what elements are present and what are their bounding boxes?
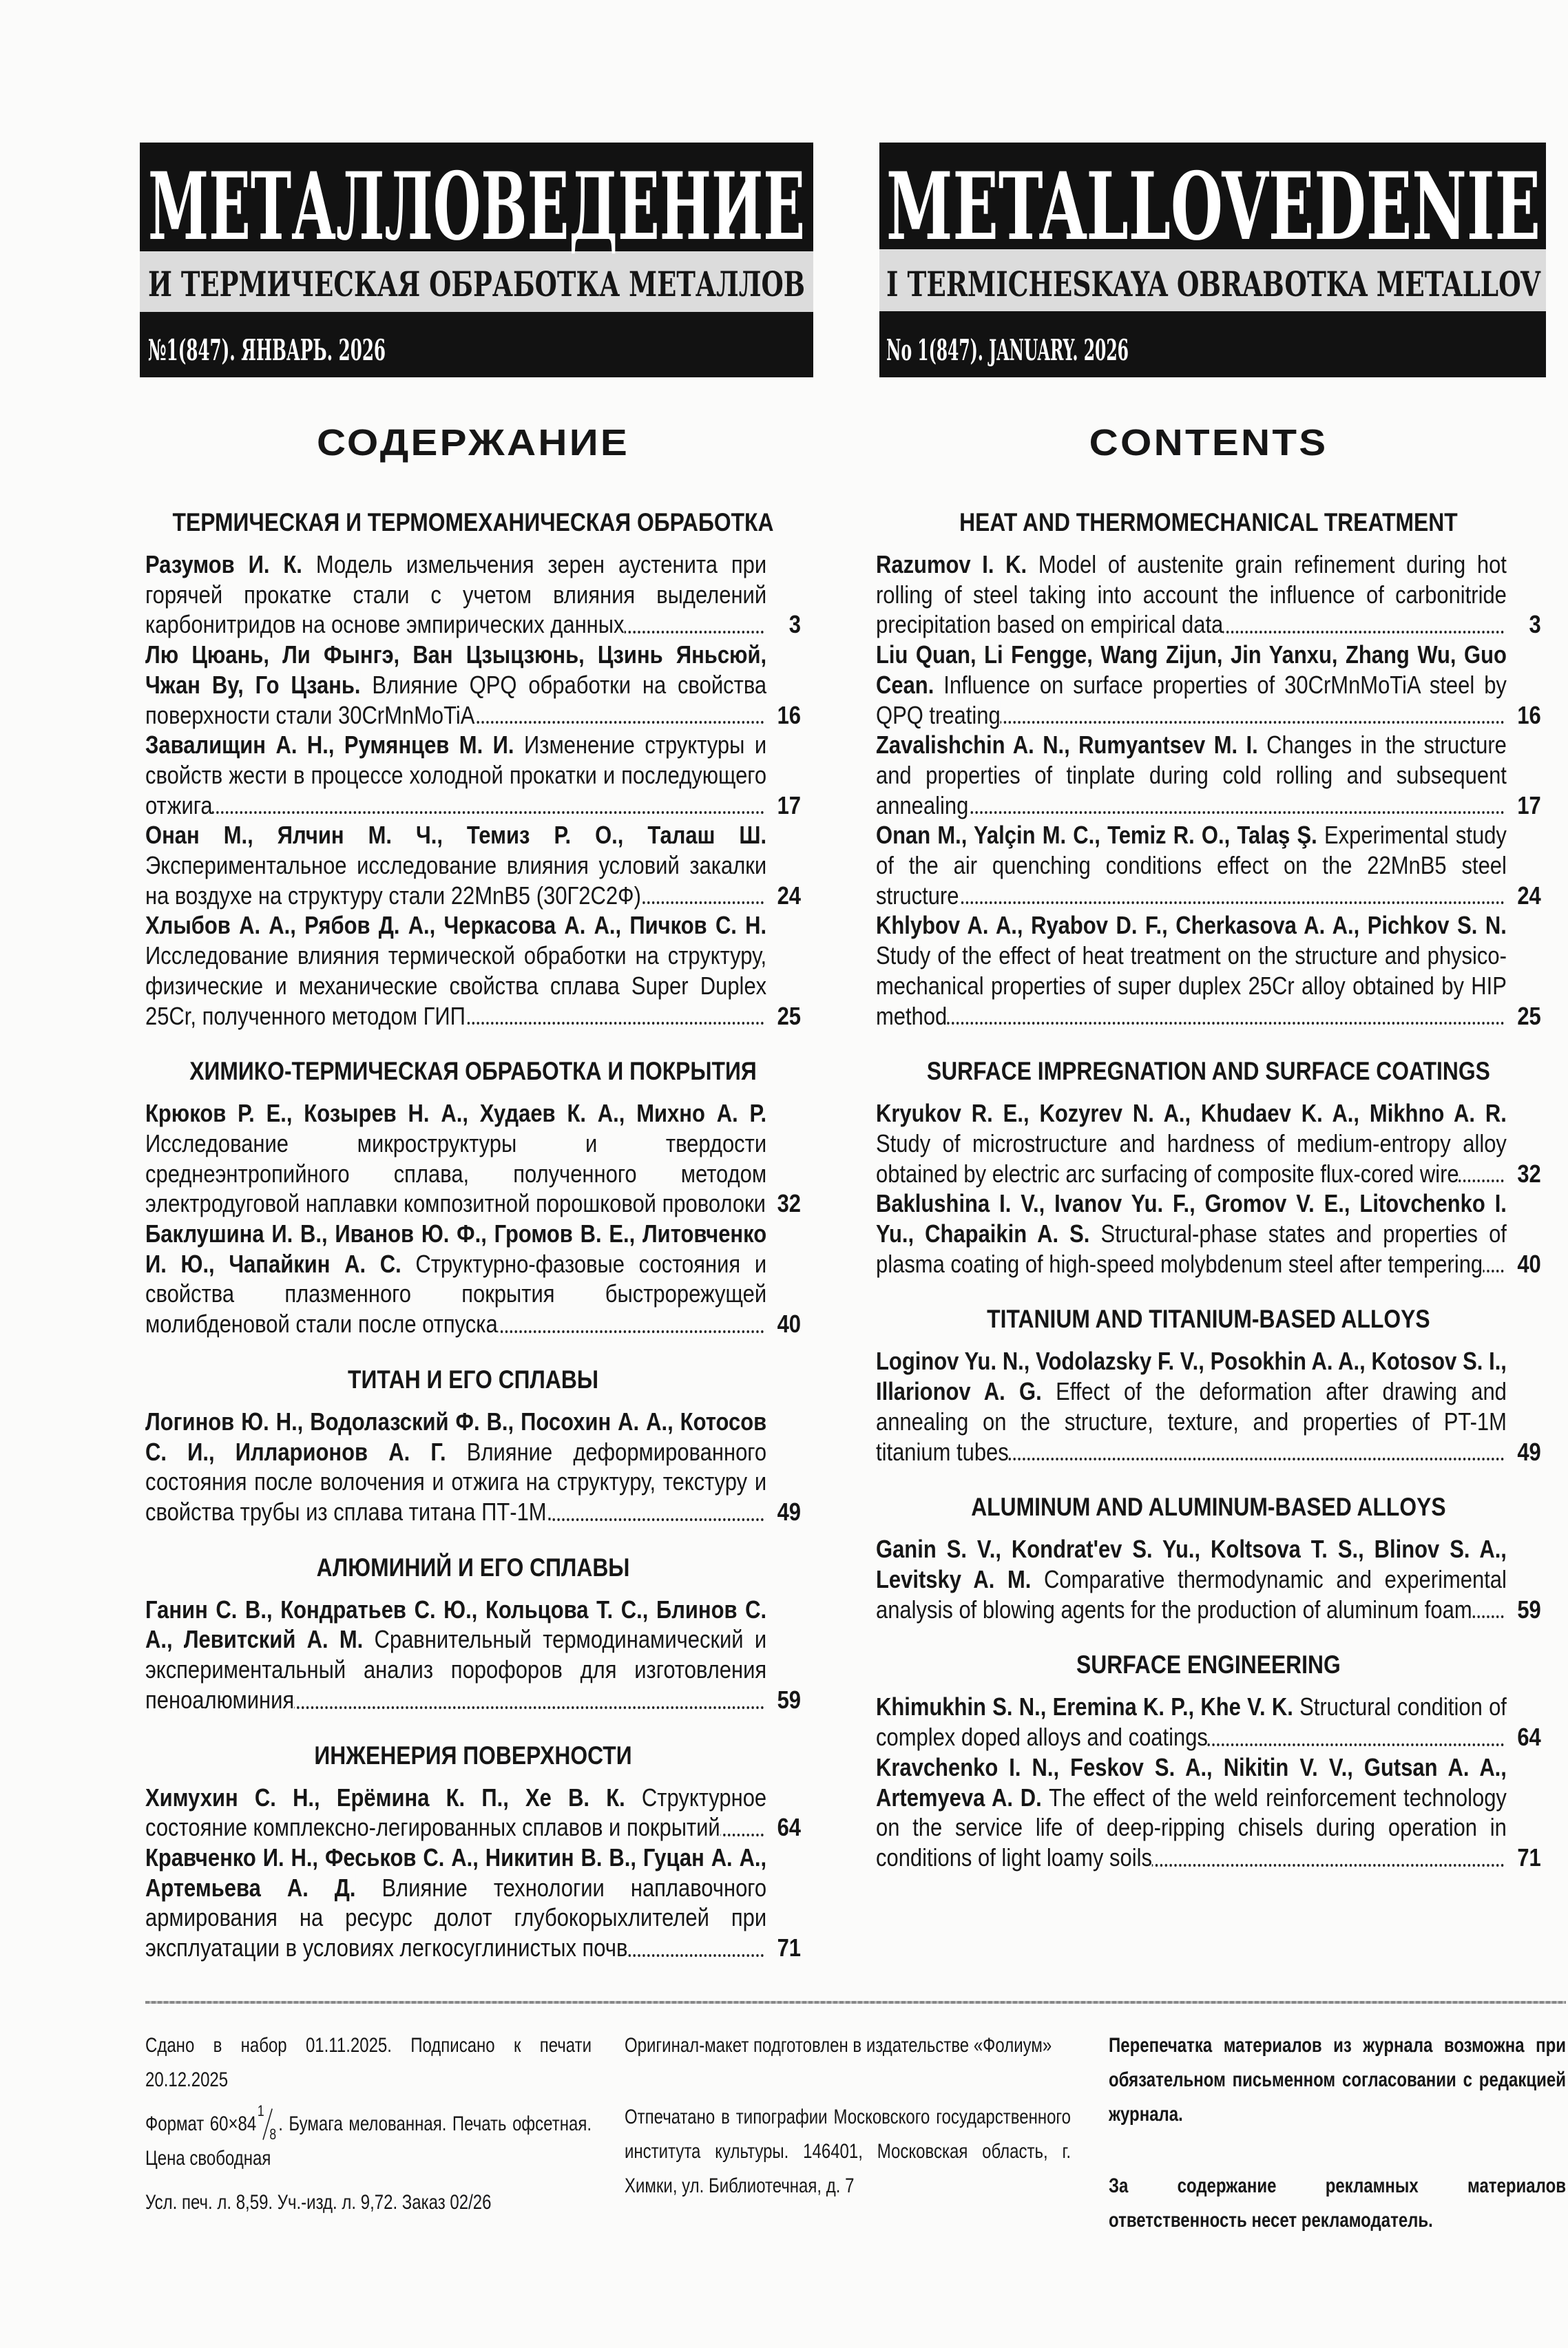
contents-entry[interactable] xyxy=(876,1346,1541,1467)
entry-title: Структурное состояние комплексно-легированных сплавов и покрытий xyxy=(145,1783,767,1842)
section-heading: ХИМИКО-ТЕРМИЧЕСКАЯ ОБРАБОТКА И ПОКРЫТИЯ xyxy=(189,1057,757,1086)
contents-entry[interactable] xyxy=(145,1783,801,1843)
entry-page-number[interactable]: 49 xyxy=(1517,1437,1541,1466)
journal-subtitle-ru: И ТЕРМИЧЕСКАЯ ОБРАБОТКА МЕТАЛЛОВ xyxy=(148,264,805,304)
entry-title: Влияние деформированного состояния после волочения и отжига на структуру, текстуру и свойства трубы из сплава титана ПТ-1М. xyxy=(145,1437,767,1526)
entry-page-number[interactable]: 3 xyxy=(788,610,802,639)
contents-entry[interactable] xyxy=(876,1098,1541,1188)
contents-heading-ru: СОДЕРЖАНИЕ xyxy=(316,422,630,463)
entry-title: Изменение структуры и свойств жести в процессе холодной прокатки и последующего отжига xyxy=(145,731,767,819)
entry-text xyxy=(145,730,766,820)
entry-text xyxy=(145,1783,766,1843)
format-info xyxy=(145,2102,592,2176)
entry-authors: Ганин С. В., Кондратьев С. Ю., Кольцова Т. С., Блинов С. А., Левитский А. М. xyxy=(145,1595,767,1654)
masthead-en-logo xyxy=(879,143,1546,377)
entry-page-number[interactable]: 25 xyxy=(1517,1001,1541,1030)
entry-page-number[interactable]: 64 xyxy=(1517,1723,1541,1752)
footer-notices xyxy=(1109,2029,1566,2247)
contents-entry[interactable] xyxy=(145,1219,801,1339)
contents-entry[interactable] xyxy=(876,820,1541,910)
entry-page-number[interactable]: 25 xyxy=(777,1001,802,1030)
entry-title: Study of the effect of heat treatment on the structure and physico-mechanical properties of super duplex 25Cr alloy obtained by HIP method xyxy=(876,941,1507,1030)
entry-title: The effect of the weld reinforcement technology on the service life of deep-ripping chisels during operation in conditions of light loamy soils xyxy=(876,1783,1507,1872)
section-heading: ТЕРМИЧЕСКАЯ И ТЕРМОМЕХАНИЧЕСКАЯ ОБРАБОТКА xyxy=(172,508,774,536)
submitted-info: Сдано в набор 01.11.2025. Подписано к печати 20.12.2025 xyxy=(145,2034,592,2091)
entry-text xyxy=(876,549,1507,640)
entry-text xyxy=(876,1752,1507,1873)
entry-title: Structural condition of complex doped alloys and coatings xyxy=(876,1692,1507,1752)
entry-title: Влияние QPQ обработки на свойства поверхности стали 30CrMnMoTiA xyxy=(145,670,767,729)
masthead-ru-logo xyxy=(140,143,813,377)
masthead-ru xyxy=(140,143,813,377)
entry-title: Changes in the structure and properties of tinplate during cold rolling and subsequent annealing xyxy=(876,731,1507,819)
entry-page-number[interactable]: 40 xyxy=(777,1310,802,1339)
entry-page-number[interactable]: 64 xyxy=(777,1813,802,1842)
contents-entry[interactable] xyxy=(876,1534,1541,1624)
contents-entry[interactable] xyxy=(145,549,801,640)
entry-page-number[interactable]: 24 xyxy=(1517,881,1541,910)
entry-authors: Kravchenko I. N., Feskov S. A., Nikitin V. V., Gutsan A. A., Artemyeva A. D. xyxy=(876,1752,1507,1812)
contents-entry[interactable] xyxy=(145,910,801,1031)
entry-authors: Loginov Yu. N., Vodolazsky F. V., Posokhin A. A., Kotosov S. I., Illarionov A. G. xyxy=(876,1347,1507,1406)
reprint-notice: Перепечатка материалов из журнала возможна при обязательном письменном согласовании с редакцией журнала. xyxy=(1109,2034,1566,2126)
journal-title-ru: МЕТАЛЛОВЕДЕНИЕ xyxy=(148,151,805,261)
entry-text xyxy=(145,549,766,640)
issue-info-en: No 1(847). JANUARY. 2026 xyxy=(886,333,1129,367)
entry-page-number[interactable]: 59 xyxy=(1517,1595,1541,1624)
issue-info-ru: №1(847). ЯНВАРЬ. 2026 xyxy=(148,333,386,367)
entry-authors: Кравченко И. Н., Феськов С. А., Никитин В. В., Гуцан А. А., Артемьева А. Д. xyxy=(145,1843,767,1902)
entry-authors: Zavalishchin A. N., Rumyantsev M. I. xyxy=(876,731,1258,759)
section-heading: HEAT AND THERMOMECHANICAL TREATMENT xyxy=(959,508,1458,536)
contents-entry[interactable] xyxy=(876,1188,1541,1279)
footer-divider xyxy=(145,2001,1566,2004)
entry-authors: Khlybov A. A., Ryabov D. F., Cherkasova A. A., Pichkov S. N. xyxy=(876,911,1507,940)
footer-printing xyxy=(625,2029,1071,2213)
entry-title: Model of austenite grain refinement during hot rolling of steel taking into account the influence of carbonitride precipitation based on empirical data xyxy=(876,550,1507,639)
layout-info: Оригинал-макет подготовлен в издательстве «Фолиум» xyxy=(625,2034,1052,2057)
entry-text xyxy=(145,1219,766,1339)
entry-title: Экспериментальное исследование влияния условий закалки на воздухе на структуру стали 22MnB5 (30Г2С2Ф) xyxy=(145,851,767,910)
entry-page-number[interactable]: 32 xyxy=(1517,1159,1541,1188)
contents-entry[interactable] xyxy=(145,1098,801,1219)
entry-text xyxy=(145,640,766,730)
entry-authors: Kryukov R. E., Kozyrev N. A., Khudaev K. A., Mikhno A. R. xyxy=(876,1099,1507,1128)
journal-subtitle-en: I TERMICHESKAYA OBRABOTKA METALLOV xyxy=(886,264,1541,304)
entry-page-number[interactable]: 24 xyxy=(777,881,802,910)
entry-title: Influence on surface properties of 30CrMnMoTiA steel by QPQ treating xyxy=(876,670,1507,729)
format-label: Формат 60×84 xyxy=(145,2113,257,2135)
entry-page-number[interactable]: 17 xyxy=(777,790,802,819)
entry-title: Structural-phase states and properties of plasma coating of high-speed molybdenum steel after tempering xyxy=(876,1219,1507,1278)
contents-entry[interactable] xyxy=(145,1407,801,1527)
entry-authors: Khimukhin S. N., Eremina K. P., Khe V. K. xyxy=(876,1692,1293,1721)
entry-page-number[interactable]: 32 xyxy=(777,1189,802,1218)
contents-list-en xyxy=(876,482,1541,1873)
journal-title-en: METALLOVEDENIE xyxy=(886,151,1540,261)
ads-notice: За содержание рекламных материалов ответственность несет рекламодатель. xyxy=(1109,2174,1566,2232)
masthead-en xyxy=(879,143,1546,377)
entry-page-number[interactable]: 59 xyxy=(777,1685,802,1714)
sheets-info: Усл. печ. л. 8,59. Уч.-изд. л. 9,72. Заказ 02/26 xyxy=(145,2191,492,2214)
contents-entry[interactable] xyxy=(876,730,1541,820)
entry-authors: Логинов Ю. Н., Водолазский Ф. В., Посохин А. А., Котосов С. И., Илларионов А. Г. xyxy=(145,1407,767,1466)
contents-entry[interactable] xyxy=(876,1752,1541,1873)
entry-page-number[interactable]: 17 xyxy=(1517,790,1541,819)
entry-text xyxy=(876,820,1507,910)
entry-page-number[interactable]: 16 xyxy=(777,700,802,729)
entry-authors: Лю Цюань, Ли Фынгэ, Ван Цзыцзюнь, Цзинь Яньсюй, Чжан Ву, Го Цзань. xyxy=(145,640,767,699)
format-fraction xyxy=(256,2102,278,2143)
section-heading: TITANIUM AND TITANIUM-BASED ALLOYS xyxy=(987,1305,1430,1334)
footer-imprint xyxy=(145,2029,592,2230)
entry-text xyxy=(876,1098,1507,1188)
entry-text xyxy=(145,1098,766,1219)
section-heading: ИНЖЕНЕРИЯ ПОВЕРХНОСТИ xyxy=(314,1741,632,1770)
printer-info: Отпечатано в типографии Московского государственного института культуры. 146401, Московская область, г. Химки, ул. Библиотечная, д. 7 xyxy=(625,2106,1071,2197)
entry-text xyxy=(876,1188,1507,1279)
entry-authors: Хлыбов А. А., Рябов Д. А., Черкасова А. А., Пичков С. Н. xyxy=(145,911,767,940)
paper-info: . Бумага мелованная. Печать офсетная. Цена свободная xyxy=(145,2113,592,2170)
entry-authors: Крюков Р. Е., Козырев Н. А., Худаев К. А., Михно А. Р. xyxy=(145,1099,767,1128)
entry-title: Сравнительный термодинамический и экспериментальный анализ порофоров для изготовления пеноалюминия xyxy=(145,1625,767,1714)
entry-text xyxy=(145,1595,766,1715)
entry-title: Experimental study of the air quenching conditions effect on the 22MnB5 steel structure xyxy=(876,821,1507,910)
contents-entry[interactable] xyxy=(145,730,801,820)
section-heading: SURFACE IMPREGNATION AND SURFACE COATINGS xyxy=(926,1057,1490,1086)
fraction-numerator: 1 xyxy=(257,2102,264,2120)
entry-page-number[interactable]: 40 xyxy=(1517,1249,1541,1278)
entry-title: Модель измельчения зерен аустенита при горячей прокатке стали с учетом влияния выделений карбонитридов на основе эмпирических данных xyxy=(145,550,767,639)
contents-entry[interactable] xyxy=(145,1843,801,1963)
entry-text xyxy=(876,640,1507,730)
entry-title: Влияние технологии наплавочного армирования на ресурс долот глубокорыхлителей при эксплуатации в условиях легкосуглинистых почв xyxy=(145,1873,767,1962)
section-heading: ALUMINUM AND ALUMINUM-BASED ALLOYS xyxy=(971,1493,1446,1522)
entry-text xyxy=(876,1346,1507,1467)
entry-text xyxy=(145,1843,766,1963)
entry-text xyxy=(145,820,766,910)
entry-page-number[interactable]: 71 xyxy=(1517,1843,1541,1872)
contents-entry[interactable] xyxy=(876,910,1541,1031)
entry-authors: Баклушина И. В., Иванов Ю. Ф., Громов В. Е., Литовченко И. Ю., Чапайкин А. С. xyxy=(145,1219,767,1278)
fraction-denominator: 8 xyxy=(269,2126,277,2143)
entry-text xyxy=(876,1692,1507,1752)
entry-page-number[interactable]: 49 xyxy=(777,1497,802,1526)
entry-title: Исследование влияния термической обработки на структуру, физические и механические свойства сплава Super Duplex 25Cr, полученного методом ГИП xyxy=(145,941,767,1030)
contents-entry[interactable] xyxy=(876,1692,1541,1752)
entry-authors: Baklushina I. V., Ivanov Yu. F., Gromov V. E., Litovchenko I. Yu., Chapaikin A. S. xyxy=(876,1189,1507,1248)
entry-text xyxy=(145,1407,766,1527)
section-heading: АЛЮМИНИЙ И ЕГО СПЛАВЫ xyxy=(316,1553,630,1582)
contents-list-ru xyxy=(145,482,801,1963)
entry-text xyxy=(876,1534,1507,1624)
entry-page-number[interactable]: 16 xyxy=(1517,700,1541,729)
entry-text xyxy=(876,910,1507,1031)
entry-title: Структурно-фазовые состояния и свойства плазменного покрытия быстрорежущей молибденовой стали после отпуска xyxy=(145,1249,767,1339)
contents-entry[interactable] xyxy=(876,640,1541,730)
contents-entry[interactable] xyxy=(145,640,801,730)
entry-title: Effect of the deformation after drawing and annealing on the structure, texture, and properties of PT-1M titanium tubes xyxy=(876,1377,1507,1466)
entry-text xyxy=(145,910,766,1031)
entry-authors: Химухин С. Н., Ерёмина К. П., Хе В. К. xyxy=(145,1783,625,1812)
entry-authors: Liu Quan, Li Fengge, Wang Zijun, Jin Yanxu, Zhang Wu, Guo Cean. xyxy=(876,640,1507,699)
entry-authors: Завалищин А. Н., Румянцев М. И. xyxy=(145,731,514,759)
contents-heading-en: CONTENTS xyxy=(1089,422,1328,463)
contents-entry[interactable] xyxy=(145,820,801,910)
section-heading: ТИТАН И ЕГО СПЛАВЫ xyxy=(348,1365,598,1394)
section-heading: SURFACE ENGINEERING xyxy=(1076,1650,1341,1679)
contents-entry[interactable] xyxy=(145,1595,801,1715)
entry-authors: Onan M., Yalçin M. C., Temiz R. O., Talaş Ş. xyxy=(876,821,1317,850)
entry-page-number[interactable]: 3 xyxy=(1529,610,1541,639)
entry-text xyxy=(876,730,1507,820)
entry-page-number[interactable]: 71 xyxy=(777,1933,802,1962)
entry-title: Study of microstructure and hardness of medium-entropy alloy obtained by electric arc surfacing of composite flux-cored wire xyxy=(876,1129,1507,1188)
entry-authors: Разумов И. К. xyxy=(145,550,302,578)
contents-entry[interactable] xyxy=(876,549,1541,640)
entry-authors: Ganin S. V., Kondrat'ev S. Yu., Koltsova T. S., Blinov S. A., Levitsky A. M. xyxy=(876,1535,1507,1593)
entry-authors: Razumov I. K. xyxy=(876,550,1027,578)
entry-title: Исследование микроструктуры и твердости среднеэнтропийного сплава, полученного методом электродуговой наплавки композитной порошковой проволоки xyxy=(145,1129,767,1218)
entry-authors: Онан М., Ялчин М. Ч., Темиз Р. О., Талаш Ш. xyxy=(145,821,767,850)
entry-title: Comparative thermodynamic and experimental analysis of blowing agents for the production of aluminum foam xyxy=(876,1564,1507,1624)
